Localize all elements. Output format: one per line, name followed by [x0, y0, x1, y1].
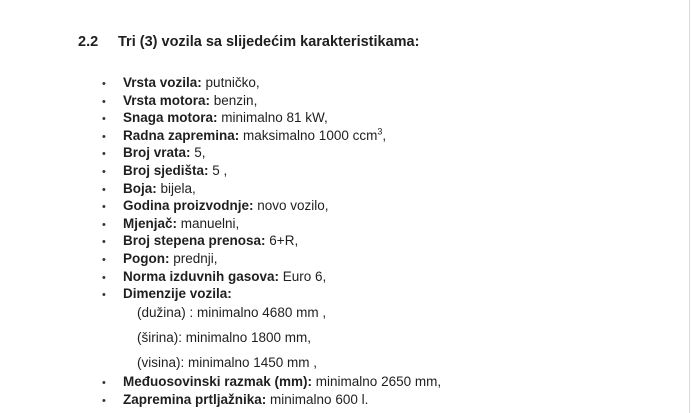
spec-label: Vrsta vozila:: [123, 75, 202, 90]
spec-label: Dimenzije vozila:: [123, 286, 232, 302]
spec-value: prednji,: [169, 250, 218, 266]
spec-label: Pogon:: [123, 250, 170, 266]
bullet-icon: •: [102, 130, 106, 143]
bullet-icon: •: [102, 113, 106, 126]
spec-label: Radna zapremina:: [123, 127, 240, 143]
page-edge-divider: [689, 0, 690, 413]
spec-list: [102, 74, 386, 303]
spec-value: Euro 6,: [279, 268, 327, 284]
list-item: [102, 268, 386, 286]
section-number: 2.2: [78, 34, 99, 50]
dimension-length: (dužina) : minimalno 4680 mm ,: [137, 305, 327, 320]
list-item: [102, 373, 441, 391]
spec-superscript: 3: [377, 126, 383, 137]
spec-value: minimalno 2650 mm,: [312, 374, 442, 389]
bullet-icon: •: [102, 165, 106, 178]
spec-label: Snaga motora:: [123, 110, 218, 126]
spec-value: minimalno 600 l.: [266, 391, 369, 407]
spec-value: 5 ,: [208, 162, 228, 178]
bullet-icon: •: [102, 218, 106, 231]
list-item: [102, 250, 386, 268]
list-item: [102, 162, 386, 180]
spec-value: novo vozilo,: [253, 198, 329, 214]
list-item: [102, 232, 386, 250]
bullet-icon: •: [102, 236, 106, 249]
spec-label: Norma izduvnih gasova:: [123, 268, 280, 284]
spec-label: Broj stepena prenosa:: [123, 233, 266, 249]
dimension-height: (visina): minimalno 1450 mm ,: [137, 355, 318, 370]
spec-value: bijela,: [156, 180, 196, 196]
list-item: [102, 109, 386, 127]
spec-value-suffix: ,: [382, 127, 387, 143]
spec-value: maksimalno 1000 ccm: [239, 127, 378, 143]
bullet-icon: •: [102, 183, 106, 196]
spec-label: Godina proizvodnje:: [123, 198, 254, 214]
bullet-icon: •: [102, 201, 106, 214]
list-item: [102, 144, 386, 162]
bullet-icon: •: [102, 95, 106, 108]
spec-label: Boja:: [123, 180, 157, 196]
spec-value: putničko,: [201, 75, 260, 90]
list-item: [102, 74, 386, 92]
bullet-icon: •: [102, 377, 106, 389]
spec-value: 5,: [190, 145, 206, 161]
list-item: [102, 180, 386, 198]
list-item: [102, 285, 386, 303]
list-item: [102, 197, 386, 215]
bullet-icon: •: [102, 78, 106, 90]
list-item: [102, 92, 386, 110]
dimension-width: (širina): minimalno 1800 mm,: [137, 330, 312, 345]
spec-label: Mjenjač:: [123, 215, 178, 231]
bullet-icon: •: [102, 271, 106, 284]
spec-value: manuelni,: [177, 215, 240, 231]
spec-label: Broj sjedišta:: [123, 162, 209, 178]
spec-label: Zapremina prtljažnika:: [123, 391, 267, 407]
bullet-icon: •: [102, 148, 106, 161]
section-heading: [78, 34, 419, 50]
spec-label: Broj vrata:: [123, 145, 191, 161]
spec-value: 6+R,: [265, 233, 299, 249]
spec-label: Vrsta motora:: [123, 92, 211, 108]
spec-list-continued: [102, 373, 441, 408]
spec-value: benzin,: [210, 92, 258, 108]
bullet-icon: •: [102, 394, 106, 407]
spec-value: minimalno 81 kW,: [217, 110, 328, 126]
bullet-icon: •: [102, 253, 106, 266]
section-title: Tri (3) vozila sa slijedećim karakteristikama:: [118, 34, 420, 50]
bullet-icon: •: [102, 289, 106, 302]
list-item: [102, 127, 386, 145]
spec-label: Međuosovinski razmak (mm):: [123, 374, 313, 389]
list-item: [102, 215, 386, 233]
list-item: [102, 391, 441, 409]
